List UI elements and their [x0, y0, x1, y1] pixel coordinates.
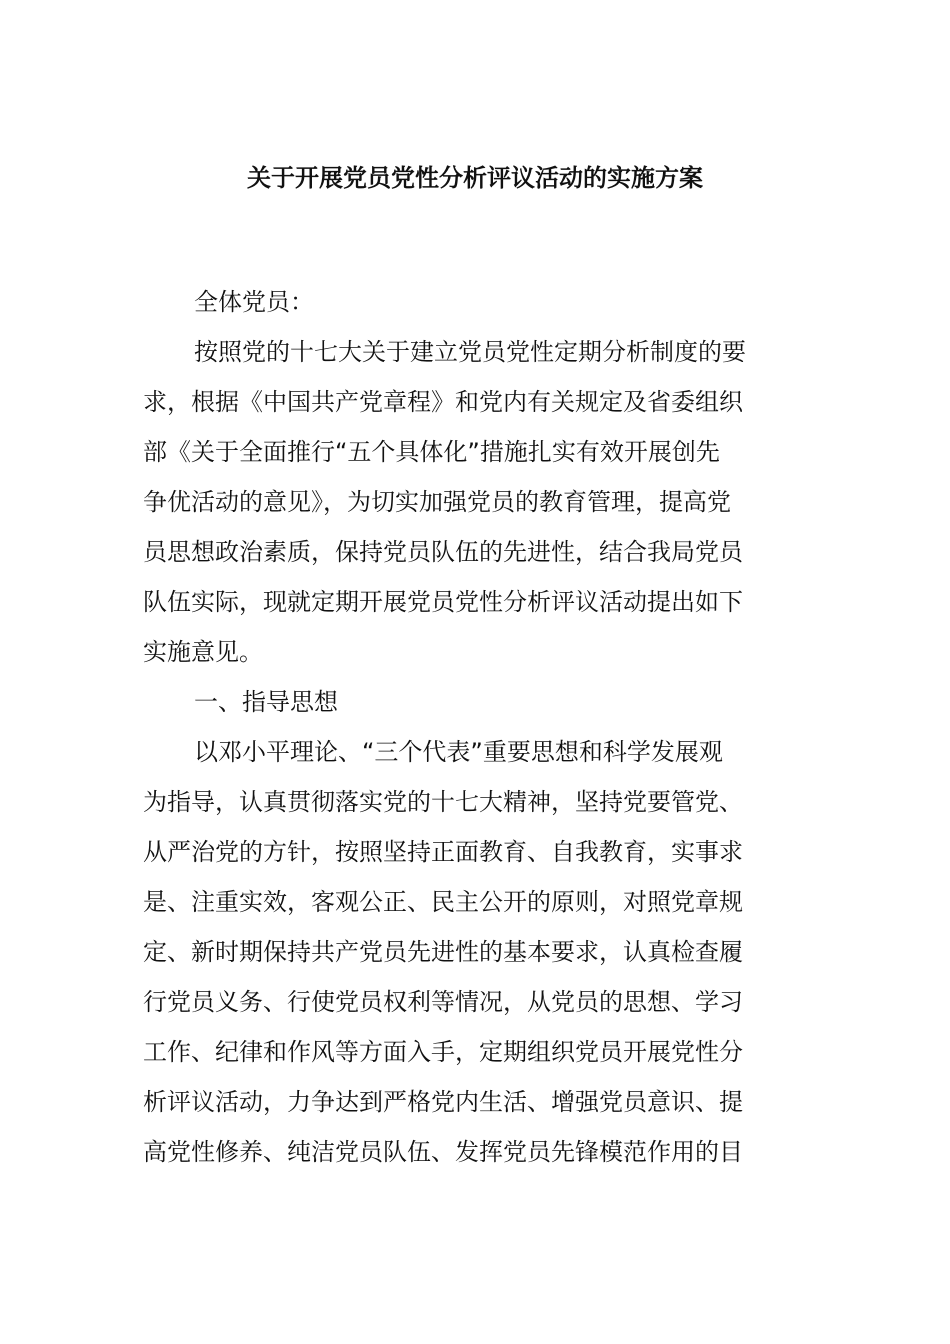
paragraph-line: 争优活动的意见》，为切实加强党员的教育管理，提高党 [143, 488, 731, 516]
salutation: 全体党员： [194, 288, 314, 316]
paragraph-line: 工作、纪律和作风等方面入手，定期组织党员开展党性分 [143, 1038, 743, 1066]
paragraph-line: 实施意见。 [143, 638, 263, 666]
paragraph-line: 以邓小平理论、“三个代表”重要思想和科学发展观 [194, 738, 723, 766]
paragraph-line: 部《关于全面推行“五个具体化”措施扎实有效开展创先 [143, 438, 720, 466]
section-heading: 一、指导思想 [194, 688, 338, 716]
paragraph-line: 析评议活动，力争达到严格党内生活、增强党员意识、提 [143, 1088, 743, 1116]
paragraph-line: 行党员义务、行使党员权利等情况，从党员的思想、学习 [143, 988, 743, 1016]
paragraph-line: 定、新时期保持共产党员先进性的基本要求，认真检查履 [143, 938, 743, 966]
paragraph-line: 求，根据《中国共产党章程》和党内有关规定及省委组织 [143, 388, 743, 416]
paragraph-line: 从严治党的方针，按照坚持正面教育、自我教育，实事求 [143, 838, 743, 866]
paragraph-line: 队伍实际，现就定期开展党员党性分析评议活动提出如下 [143, 588, 743, 616]
paragraph-line: 是、注重实效，客观公正、民主公开的原则，对照党章规 [143, 888, 743, 916]
paragraph-line: 按照党的十七大关于建立党员党性定期分析制度的要 [194, 338, 746, 366]
paragraph-line: 员思想政治素质，保持党员队伍的先进性，结合我局党员 [143, 538, 743, 566]
paragraph-line: 高党性修养、纯洁党员队伍、发挥党员先锋模范作用的目 [143, 1138, 743, 1166]
paragraph-line: 为指导，认真贯彻落实党的十七大精神，坚持党要管党、 [143, 788, 743, 816]
document-title: 关于开展党员党性分析评议活动的实施方案 [247, 164, 703, 192]
